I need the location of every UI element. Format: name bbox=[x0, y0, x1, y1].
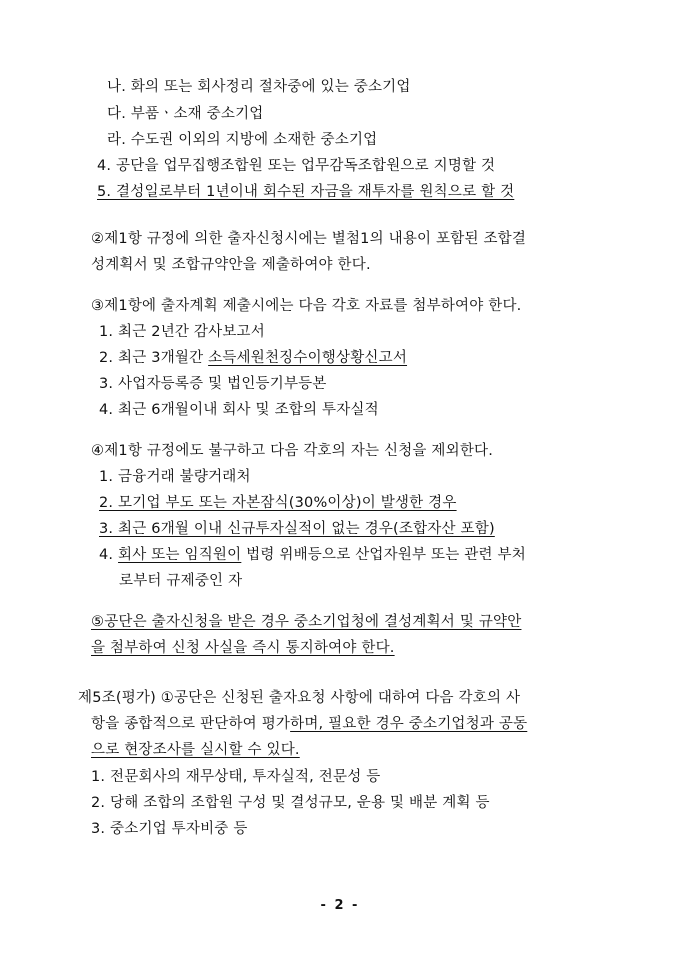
page-number: - 2 - bbox=[320, 898, 360, 913]
text-line bbox=[91, 441, 493, 461]
underlined-text: 3. 최근 6개월 이내 신규투자실적이 없는 경우(조합자산 포함) bbox=[99, 521, 495, 537]
underlined-text: 으로 현장조사를 실시할 수 있다. bbox=[91, 742, 300, 758]
text-line bbox=[91, 740, 300, 760]
line-text: 다. 부품ㆍ소재 중소기업 bbox=[107, 106, 264, 122]
text-line bbox=[91, 793, 490, 813]
line-text: 1. 금융거래 불량거래처 bbox=[99, 469, 251, 485]
text-line bbox=[91, 296, 521, 316]
line-text: 4. 공단을 업무집행조합원 또는 업무감독조합원으로 지명할 것 bbox=[97, 158, 496, 174]
text-line bbox=[107, 104, 264, 124]
underlined-text: 소득세원천징수이행상황신고서 bbox=[208, 350, 408, 366]
line-text: 성계획서 및 조합규약안을 제출하여야 한다. bbox=[91, 257, 371, 273]
text-line bbox=[99, 493, 457, 513]
line-text: ②제1항 규정에 의한 출자신청시에는 별첨1의 내용이 포함된 조합결 bbox=[91, 231, 527, 247]
text-line bbox=[91, 638, 395, 658]
line-text: 항을 종합적으로 판단하여 평가 bbox=[91, 716, 291, 732]
text-line bbox=[99, 322, 265, 342]
line-text: 3. 사업자등록증 및 법인등기부등본 bbox=[99, 376, 327, 392]
underlined-text: 5. 결성일로부터 1년이내 회수된 자금을 재투자를 원칙으로 할 것 bbox=[97, 184, 515, 200]
text-line bbox=[91, 229, 526, 249]
line-text: 2. 최근 3개월간 bbox=[99, 350, 209, 366]
text-line bbox=[99, 467, 251, 487]
line-text: 나. 화의 또는 회사정리 절차중에 있는 중소기업 bbox=[107, 79, 411, 95]
text-line bbox=[99, 545, 526, 565]
underlined-text: 회사 또는 임직원이 bbox=[118, 547, 242, 563]
line-text: 4. 최근 6개월이내 회사 및 조합의 투자실적 bbox=[99, 402, 379, 418]
line-text: 법령 위배등으로 산업자원부 또는 관련 부처 bbox=[241, 547, 526, 563]
text-line bbox=[91, 255, 371, 275]
text-line bbox=[97, 156, 495, 176]
underlined-text: 하며, 필요한 경우 중소기업청과 공동 bbox=[290, 716, 528, 732]
underlined-text: 을 첨부하여 신청 사실을 즉시 통지하여야 한다. bbox=[91, 640, 395, 656]
text-line bbox=[91, 714, 527, 734]
underlined-text: ⑤공단은 출자신청을 받은 경우 중소기업청에 결성계획서 및 규약안 bbox=[91, 614, 522, 630]
text-line bbox=[119, 571, 242, 591]
line-text: 1. 전문회사의 재무상태, 투자실적, 전문성 등 bbox=[91, 769, 381, 785]
text-line bbox=[97, 182, 514, 202]
text-line bbox=[91, 612, 521, 632]
text-line bbox=[99, 519, 495, 539]
text-line bbox=[107, 77, 411, 97]
text-line bbox=[91, 819, 248, 839]
line-text: ③제1항에 출자계획 제출시에는 다음 각호 자료를 첨부하여야 한다. bbox=[91, 298, 522, 314]
line-text: 3. 중소기업 투자비중 등 bbox=[91, 821, 248, 837]
line-text: ④제1항 규정에도 불구하고 다음 각호의 자는 신청을 제외한다. bbox=[91, 443, 494, 459]
text-line bbox=[99, 348, 407, 368]
text-line bbox=[91, 767, 380, 787]
line-text: 2. 당해 조합의 조합원 구성 및 결성규모, 운용 및 배분 계획 등 bbox=[91, 795, 490, 811]
text-line bbox=[78, 688, 520, 708]
line-text: 제5조(평가) ①공단은 신청된 출자요청 사항에 대하여 다음 각호의 사 bbox=[78, 690, 521, 706]
text-line bbox=[99, 374, 327, 394]
line-text: 라. 수도권 이외의 지방에 소재한 중소기업 bbox=[107, 132, 378, 148]
underlined-text: 2. 모기업 부도 또는 자본잠식(30%이상)이 발생한 경우 bbox=[99, 495, 457, 511]
text-line bbox=[99, 400, 379, 420]
line-text: 로부터 규제중인 자 bbox=[119, 573, 243, 589]
line-text: 1. 최근 2년간 감사보고서 bbox=[99, 324, 265, 340]
text-line bbox=[107, 130, 377, 150]
line-text: 4. bbox=[99, 547, 119, 563]
